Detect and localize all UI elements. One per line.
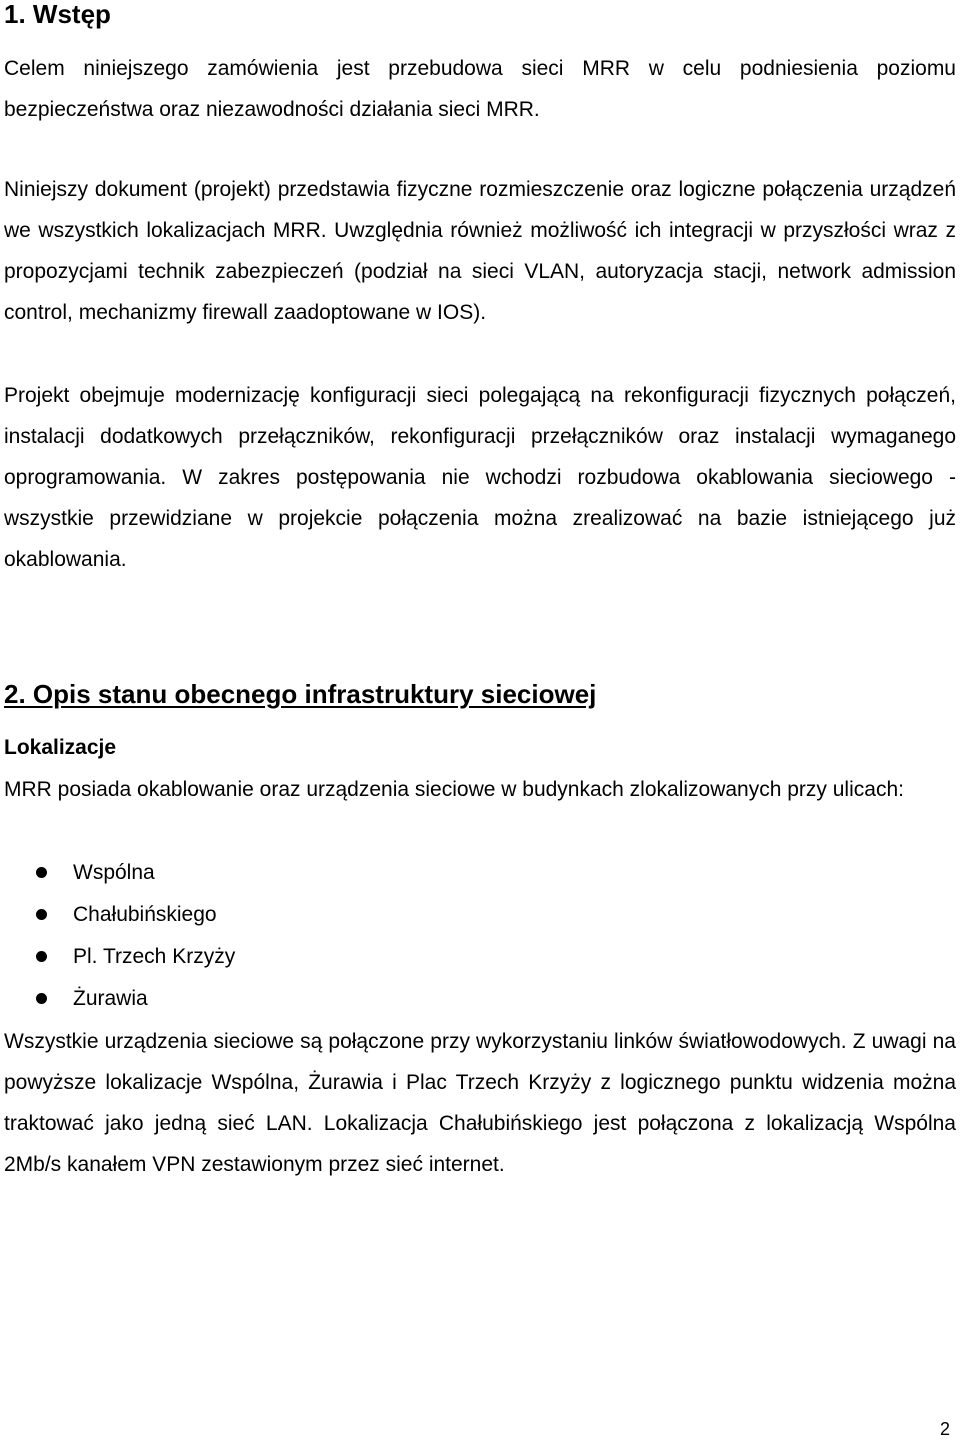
locations-subheading: Lokalizacje — [4, 736, 117, 759]
bullet-icon — [36, 951, 47, 962]
page-number: 2 — [939, 1419, 950, 1439]
location-label: Żurawia — [73, 987, 148, 1010]
section-1-paragraph-2: Niniejszy dokument (projekt) przedstawia fizyczne rozmieszczenie oraz logiczne połączenia urządzeń we wszystkich lokalizacjach MRR. Uwzględnia również możliwość ich integracji w przyszłości wraz z propozycjami technik zabezpieczeń (podział na sieci VLAN, autoryzacja stacji, network admission control, mechanizmy firewall zaadoptowane w IOS). — [4, 178, 956, 324]
bullet-icon — [36, 867, 47, 878]
list-item — [4, 936, 235, 978]
section-1-paragraph-1: Celem niniejszego zamówienia jest przebudowa sieci MRR w celu podniesienia poziomu bezpieczeństwa oraz niezawodności działania sieci MRR. — [4, 57, 956, 121]
locations-list — [4, 852, 235, 1020]
section-2-heading: 2. Opis stanu obecnego infrastruktury sieciowej — [4, 679, 597, 709]
locations-intro: MRR posiada okablowanie oraz urządzenia sieciowe w budynkach zlokalizowanych przy ulicach: — [4, 778, 904, 801]
bullet-icon — [36, 993, 47, 1004]
list-item — [4, 894, 235, 936]
location-label: Wspólna — [73, 861, 155, 884]
document-page — [4, 0, 956, 1440]
list-item — [4, 852, 235, 894]
bullet-icon — [36, 909, 47, 920]
location-label: Chałubińskiego — [73, 903, 217, 926]
list-item — [4, 978, 235, 1020]
section-1-paragraph-3: Projekt obejmuje modernizację konfiguracji sieci polegającą na rekonfiguracji fizycznych połączeń, instalacji dodatkowych przełączników, rekonfiguracji przełączników oraz instalacji wymaganego oprogramowania. W zakres postępowania nie wchodzi rozbudowa okablowania sieciowego - wszystkie przewidziane w projekcie połączenia można zrealizować na bazie istniejącego już okablowania. — [4, 384, 956, 571]
network-description-paragraph: Wszystkie urządzenia sieciowe są połączone przy wykorzystaniu linków światłowodowych. Z uwagi na powyższe lokalizacje Wspólna, Żurawia i Plac Trzech Krzyży z logicznego punktu widzenia można traktować jako jedną sieć LAN. Lokalizacja Chałubińskiego jest połączona z lokalizacją Wspólna 2Mb/s kanałem VPN zestawionym przez sieć internet. — [4, 1030, 956, 1176]
section-1-heading: 1. Wstęp — [4, 0, 111, 29]
location-label: Pl. Trzech Krzyży — [73, 945, 236, 968]
